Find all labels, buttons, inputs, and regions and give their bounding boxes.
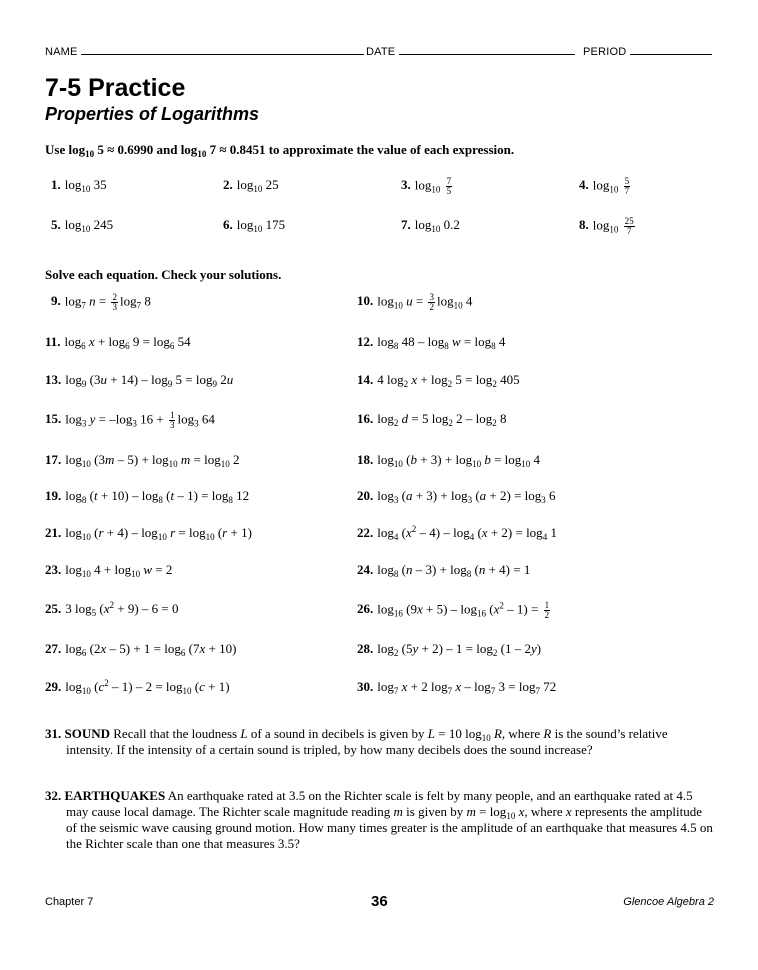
section2-instruction: Solve each equation. Check your solutions.	[45, 267, 282, 282]
problem-10: 10. $\log_{10} u$ = $\frac{3}{2}$ $\log_{10} 4$	[357, 292, 473, 312]
problem-12: 12. $\log_8 48 - \log_8 w = \log_8 4$	[357, 334, 506, 351]
period-label: PERIOD	[583, 46, 627, 58]
problem-17: 17. $\log_{10} (3m - 5) + \log_{10} m = \log_{10} 2$	[45, 452, 240, 469]
problem-21: 21. $\log_{10} (r + 4) - \log_{10} r = \log_{10} (r + 1)$	[45, 525, 252, 542]
problem-30: 30. $\log_7 x + 2$ $\log_7 x - \log_7 3 = \log_7 72$	[357, 679, 557, 696]
problem-32: 32. EARTHQUAKES An earthquake rated at 3.5 on the Richter scale is felt by many people, and an earthquake rated at 4.5 may cause local damage. The Richter scale magnitude reading m is given by $m = \log_{10} x$, where x represents the amplitude of the seismic wave causing ground motion. How many times greater is the amplitude of an earthquake that measures 4.5 on the Richter scale than one that measures 3.5?	[45, 788, 713, 851]
footer-chapter: Chapter 7	[45, 896, 94, 908]
page-subtitle: Properties of Logarithms	[45, 104, 260, 124]
problem-15: 15. $\log_3 y = -\log_3$ 16 + $\frac{1}{3}$ $\log_3 64$	[45, 410, 215, 430]
problem-1: 1. $\log_{10} 35$	[51, 177, 107, 194]
name-field[interactable]	[45, 44, 364, 58]
page-number: 36	[371, 893, 388, 910]
section1-instruction: Use $\log_{10} 5 \approx 0.6990$ and $\log_{10} 7 \approx 0.8451$ to approximate the value of each expression.	[45, 142, 515, 159]
problem-7: 7. $\log_{10} 0.2$	[401, 217, 460, 234]
problem-6: 6. $\log_{10} 175$	[223, 217, 286, 234]
problem-22: 22. $\log_4 (x^2 - 4) - \log_4 (x + 2) = \log_4 1$	[357, 524, 557, 542]
problem-3: 3. $\log_{10}$ $\frac{7}{5}$	[401, 176, 452, 196]
problem-5: 5. $\log_{10} 245$	[51, 217, 114, 234]
problem-26: 26. $\log_{16} (9x + 5) - \log_{16} (x^2 - 1)$ = $\frac{1}{2}$	[357, 600, 550, 620]
name-label: NAME	[45, 46, 78, 58]
problem-29: 29. $\log_{10} (c^2 - 1) - 2 = \log_{10} (c + 1)$	[45, 678, 230, 696]
problem-16: 16. $\log_2 d = 5$ $\log_2 2 - \log_2 8$	[357, 411, 507, 428]
problem-4: 4. $\log_{10}$ $\frac{5}{7}$	[579, 176, 630, 196]
problem-2: 2. $\log_{10} 25$	[223, 177, 279, 194]
problem-23: 23. $\log_{10} 4 + \log_{10} w = 2$	[45, 562, 173, 579]
period-field[interactable]	[583, 44, 712, 58]
problem-13: 13. $\log_9 (3u + 14) - \log_9 5 = \log_9 2u$	[45, 372, 234, 389]
name-blank[interactable]	[81, 44, 364, 55]
page-title: 7-5 Practice	[45, 74, 186, 102]
problem-28: 28. $\log_2 (5y + 2) - 1 = \log_2 (1 - 2y)$	[357, 641, 542, 658]
problem-24: 24. $\log_8 (n - 3) + \log_8 (n + 4) = 1$	[357, 562, 531, 579]
problem-25: 25. 3 $\log_5 (x^2 + 9) - 6 = 0$	[45, 600, 179, 618]
problem-9: 9. $\log_7 n$ = $\frac{2}{3}$ $\log_7 8$	[51, 292, 151, 312]
date-label: DATE	[366, 46, 396, 58]
footer-textbook: Glencoe Algebra 2	[623, 896, 714, 908]
problem-14: 14. 4 $\log_2 x + \log_2 5 = \log_2 405$	[357, 372, 520, 389]
problem-20: 20. $\log_3 (a + 3) + \log_3 (a + 2) = \log_3 6$	[357, 488, 556, 505]
problem-31: 31. SOUND Recall that the loudness L of a sound in decibels is given by L = 10 $\log_{10} R$, where R is the sound’s relative intensity. If the intensity of a certain sound is tripled, by how many decibels does the sound increase?	[45, 726, 668, 757]
date-field[interactable]	[366, 44, 575, 58]
problem-27: 27. $\log_6 (2x - 5) + 1 = \log_6 (7x + 10)$	[45, 641, 237, 658]
problem-19: 19. $\log_8 (t + 10) - \log_8 (t - 1) = \log_8 12$	[45, 488, 250, 505]
problem-11: 11. $\log_6 x + \log_6 9 = \log_6 54$	[45, 334, 191, 351]
period-blank[interactable]	[630, 44, 712, 55]
problem-8: 8. $\log_{10}$ $\frac{25}{7}$	[579, 216, 634, 236]
date-blank[interactable]	[399, 44, 575, 55]
problem-18: 18. $\log_{10} (b + 3) + \log_{10} b = \log_{10} 4$	[357, 452, 541, 469]
